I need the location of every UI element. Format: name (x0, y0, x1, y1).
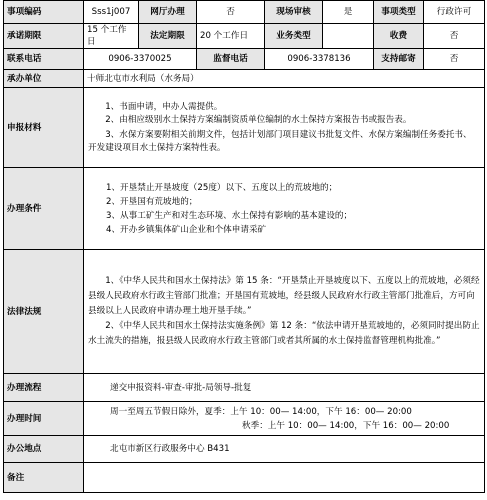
location-text: 北屯市新区行政服务中心 B431 (110, 444, 230, 454)
legal-value: 20 个工作日 (197, 24, 265, 49)
contact-phone-value: 0906-3370025 (84, 49, 197, 70)
condition-item: 4、开办乡镇集体矿山企业和个体申请采矿 (106, 224, 267, 235)
row-remarks (4, 463, 485, 493)
biz-type-label: 业务类型 (265, 24, 323, 49)
promise-value: 15 个工作日 (84, 24, 139, 49)
materials-content (84, 88, 485, 168)
condition-item: 1、开垦禁止开垦坡度（25度）以下、五度以上的荒坡地的； (106, 182, 338, 193)
row-hours (4, 402, 485, 436)
supervise-phone-value: 0906-3378136 (265, 49, 374, 70)
location-label: 办公地点 (4, 436, 84, 463)
process-text: 递交申报资料-审查-审批-局领导-批复 (110, 382, 252, 393)
hours-content (84, 402, 485, 436)
hours-summer-times: 上午 10：00— 14:00，下午 16：00— 20:00 (230, 406, 412, 417)
condition-item: 2、开垦国有荒坡地的； (106, 196, 198, 207)
materials-label: 申报材料 (4, 88, 84, 168)
row-deadline (4, 24, 485, 49)
process-label: 办理流程 (4, 374, 84, 402)
laws-content (84, 250, 485, 374)
hours-line-summer (110, 405, 481, 419)
mail-value: 否 (424, 49, 485, 70)
hours-label: 办理时间 (4, 402, 84, 436)
row-process (4, 374, 485, 402)
supervise-phone-label: 监督电话 (197, 49, 265, 70)
fee-value: 否 (424, 24, 485, 49)
type-label: 事项类型 (374, 1, 424, 24)
materials-item: 3、水保方案要附相关前期文件，包括计划部门项目建议书批复文件、水保方案编制任务委托书、开发建设项目水土保持方案特性表。 (88, 129, 472, 153)
row-laws (4, 250, 485, 374)
law-item: 1、《中华人民共和国水土保持法》第 15 条：“开垦禁止开垦坡度以下、五度以上的荒坡地，必须经县级人民政府水行政主管部门批准；开垦国有荒坡地，经县级人民政府水行政主管部门批准后，方可向县级以上人民政府申请办理土地开垦手续。” (88, 276, 480, 316)
laws-label: 法律法规 (4, 250, 84, 374)
item-code-value: Sss1j007 (84, 1, 139, 24)
row-unit (4, 70, 485, 88)
conditions-label: 办理条件 (4, 168, 84, 250)
type-value: 行政许可 (424, 1, 485, 24)
online-label: 网厅办理 (139, 1, 197, 24)
unit-label: 承办单位 (4, 70, 84, 88)
legal-label: 法定期限 (139, 24, 197, 49)
hours-line-autumn (110, 419, 481, 433)
row-location (4, 436, 485, 463)
promise-label: 承诺期限 (4, 24, 84, 49)
fee-label: 收费 (374, 24, 424, 49)
hours-autumn-prefix: 秋季： (242, 420, 268, 431)
unit-value: 十师北屯市水利局（水务局） (84, 70, 485, 88)
biz-type-value (323, 24, 374, 49)
remarks-value (84, 463, 485, 493)
law-item: 2、《中华人民共和国水土保持法实施条例》第 12 条：“依法申请开垦荒坡地的，必须同时提出防止水土流失的措施，报县级人民政府水行政主管部门或者其所属的水土保持监督管理机构批准。” (88, 321, 480, 346)
conditions-content (84, 168, 485, 250)
hours-autumn-times: 上午 10：00— 14:00，下午 16：00— 20:00 (267, 420, 450, 431)
service-info-sheet (3, 0, 484, 493)
service-info-table (3, 0, 485, 493)
remarks-label: 备注 (4, 463, 84, 493)
hours-summer-prefix: 周一至周五节假日除外，夏季： (110, 406, 231, 417)
condition-item: 3、从事工矿生产和对生态环境、水土保持有影响的基本建设的； (106, 210, 353, 221)
materials-item: 2、由相应级别水土保持方案编制资质单位编制的水土保持方案报告书或报告表。 (105, 114, 412, 125)
row-phones (4, 49, 485, 70)
row-item-code (4, 1, 485, 24)
mail-label: 支持邮寄 (374, 49, 424, 70)
row-conditions (4, 168, 485, 250)
process-value (84, 374, 485, 402)
row-materials (4, 88, 485, 168)
online-value: 否 (197, 1, 265, 24)
onsite-value: 是 (323, 1, 374, 24)
location-value (84, 436, 485, 463)
onsite-label: 现场审核 (265, 1, 323, 24)
materials-item: 1、书面申请，申办人需提供。 (105, 101, 223, 112)
contact-phone-label: 联系电话 (4, 49, 84, 70)
item-code-label: 事项编码 (4, 1, 84, 24)
